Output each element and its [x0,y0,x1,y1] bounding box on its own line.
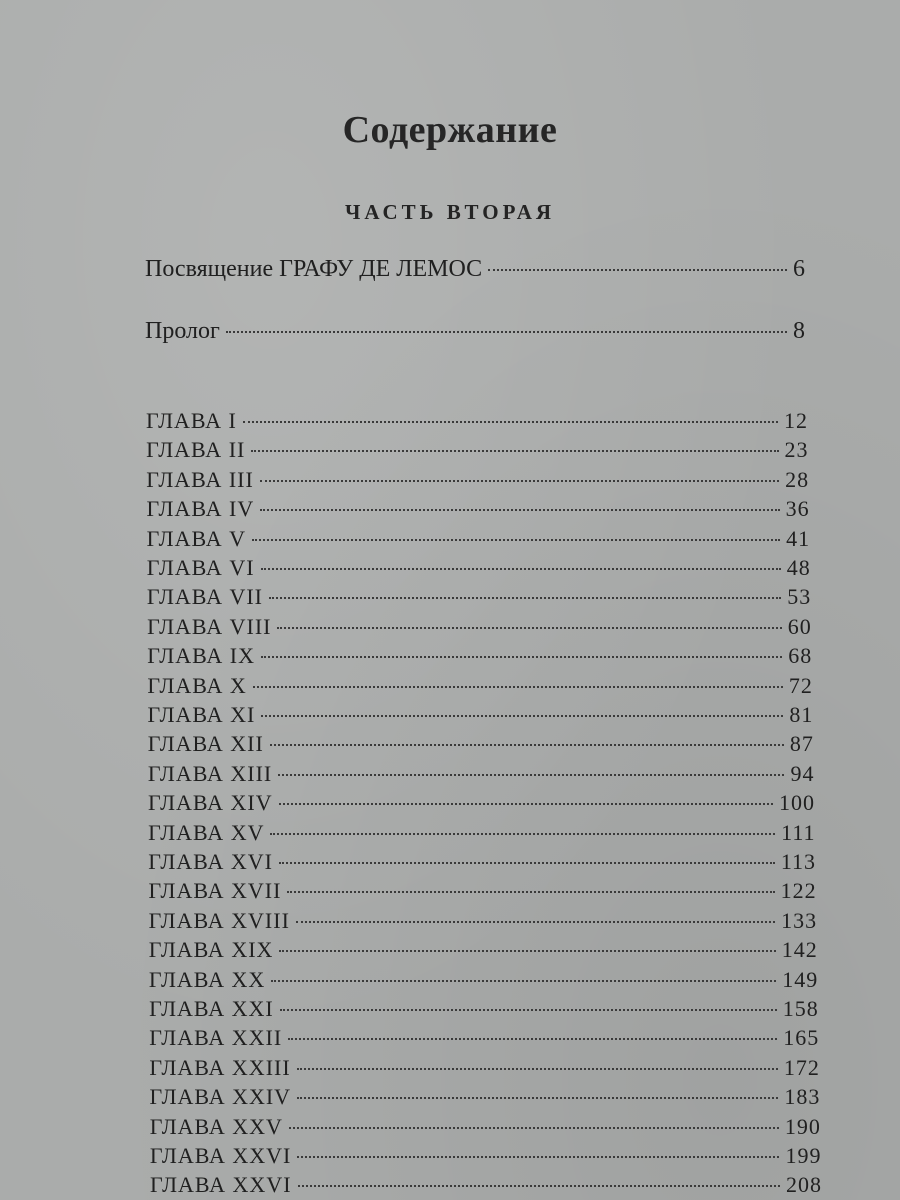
toc-chapter-page: 133 [781,907,818,933]
toc-chapter-page: 48 [786,555,811,580]
toc-chapter-label: ГЛАВА XXVI [149,1143,292,1168]
toc-chapter-label: ГЛАВА XVI [148,849,273,874]
toc-chapter-page: 81 [789,702,814,727]
toc-chapter-page: 208 [786,1172,822,1198]
dot-leader [261,656,782,658]
toc-chapter-label: ГЛАВА V [146,525,247,551]
part-heading: ЧАСТЬ ВТОРАЯ [344,200,556,224]
toc-chapter-label: ГЛАВА XXII [149,1025,283,1051]
toc-chapter-row [149,1025,819,1051]
toc-entry-page: 6 [793,256,805,282]
toc-chapter-page: 122 [780,878,817,904]
toc-chapter-label: ГЛАВА XXIII [149,1054,291,1080]
toc-chapter-row [146,496,809,522]
toc-chapter-row [148,820,815,846]
toc-chapter-label: ГЛАВА IV [146,496,255,522]
toc-chapter-label: ГЛАВА XXI [149,996,274,1021]
toc-chapter-row [147,673,812,699]
toc-chapter-row [147,614,812,640]
dot-leader [278,774,784,776]
toc-chapter-label: ГЛАВА XX [148,966,266,992]
dot-leader [261,715,783,717]
dot-leader [269,597,781,599]
dot-leader [277,627,781,629]
toc-chapter-label: ГЛАВА XXIV [149,1084,292,1110]
toc-chapter-label: ГЛАВА XVIII [148,907,290,933]
toc-chapter-page: 165 [783,1025,820,1051]
toc-chapter-row [149,1055,819,1081]
toc-chapter-row [147,584,811,610]
dot-leader [270,833,775,835]
dot-leader [261,568,781,570]
dot-leader [253,686,783,688]
toc-chapter-row [149,908,818,934]
dot-leader [297,1068,778,1070]
toc-chapter-row [150,1114,821,1140]
toc-chapter-page: 183 [784,1084,821,1110]
toc-chapter-label: ГЛАВА VIII [147,613,272,639]
toc-chapter-page: 41 [786,525,811,551]
toc-chapter-row [148,702,814,728]
toc-chapter-page: 100 [779,790,815,816]
toc-entry-page: 8 [793,318,805,344]
toc-chapter-row [148,790,815,816]
toc-chapter-page: 149 [782,966,819,992]
toc-chapter-row [149,967,818,993]
dot-leader [279,950,775,952]
toc-chapter-page: 87 [789,731,814,757]
dot-leader [243,421,778,423]
toc-chapter-page: 190 [784,1113,821,1139]
dot-leader [279,862,775,864]
dot-leader [289,1127,779,1129]
toc-chapter-label: ГЛАВА VII [146,584,264,610]
toc-chapter-row [146,467,809,493]
toc-chapter-row [149,937,818,963]
toc-chapter-page: 68 [788,643,813,669]
toc-chapter-label: ГЛАВА XIV [148,790,273,816]
dot-leader [298,1185,780,1187]
toc-chapter-label: ГЛАВА XXVI [150,1172,292,1198]
toc-chapter-row [149,996,819,1022]
dot-leader [297,1097,778,1099]
toc-chapter-row [146,408,808,434]
toc-chapter-page: 172 [783,1054,820,1080]
dot-leader [279,803,773,805]
toc-chapter-page: 53 [787,584,812,610]
page-title: Содержание [342,109,558,151]
toc-chapter-label: ГЛАВА XV [148,819,265,845]
dot-leader [288,1038,777,1040]
toc-chapter-page: 12 [784,408,808,433]
toc-chapter-row [148,731,814,757]
toc-chapter-label: ГЛАВА XVII [148,878,282,904]
toc-chapter-label: ГЛАВА XIII [147,760,273,786]
dot-leader [280,1009,777,1011]
dot-leader [270,744,784,746]
toc-chapter-label: ГЛАВА XII [147,731,264,757]
dot-leader [260,509,779,511]
toc-chapter-row [150,1172,822,1198]
toc-chapter-label: ГЛАВА XIX [148,937,274,963]
toc-chapter-page: 72 [788,672,813,698]
toc-chapter-label: ГЛАВА XXV [149,1113,283,1139]
toc-entry-label: Пролог [145,318,220,344]
toc-chapter-page: 94 [790,760,815,786]
toc-chapter-row [147,643,812,669]
toc-chapter-row [150,1143,822,1169]
toc-chapter-page: 111 [781,819,816,845]
dot-leader [271,980,776,982]
dot-leader [297,1156,779,1158]
toc-chapter-row [148,878,816,904]
toc-chapter-row [146,437,808,463]
dot-leader [260,480,779,482]
toc-chapter-page: 60 [787,613,812,639]
toc-chapter-row [148,849,816,875]
toc-chapter-label: ГЛАВА III [146,466,254,492]
toc-chapter-page: 158 [782,996,819,1021]
dot-leader [296,921,775,923]
toc-chapter-label: ГЛАВА I [146,408,237,433]
toc-entry-label: Посвящение ГРАФУ ДЕ ЛЕМОС [145,256,483,282]
toc-chapter-page: 142 [781,937,818,963]
toc-chapter-label: ГЛАВА X [147,672,247,698]
toc-chapter-label: ГЛАВА XI [147,702,256,727]
toc-chapter-label: ГЛАВА IX [147,643,255,669]
toc-chapter-page: 113 [780,849,817,874]
toc-chapter-row [148,761,815,787]
dot-leader [251,450,778,452]
toc-chapter-page: 36 [785,496,810,522]
toc-chapter-page: 23 [784,437,809,463]
toc-chapter-row [147,526,811,552]
dot-leader [287,891,774,893]
toc-chapter-label: ГЛАВА VI [146,555,255,580]
toc-chapter-row [147,555,811,581]
dot-leader [252,539,780,541]
toc-chapter-page: 199 [785,1143,822,1168]
toc-chapter-row [150,1084,821,1110]
toc-chapter-page: 28 [785,466,810,492]
toc-chapter-label: ГЛАВА II [146,437,246,463]
